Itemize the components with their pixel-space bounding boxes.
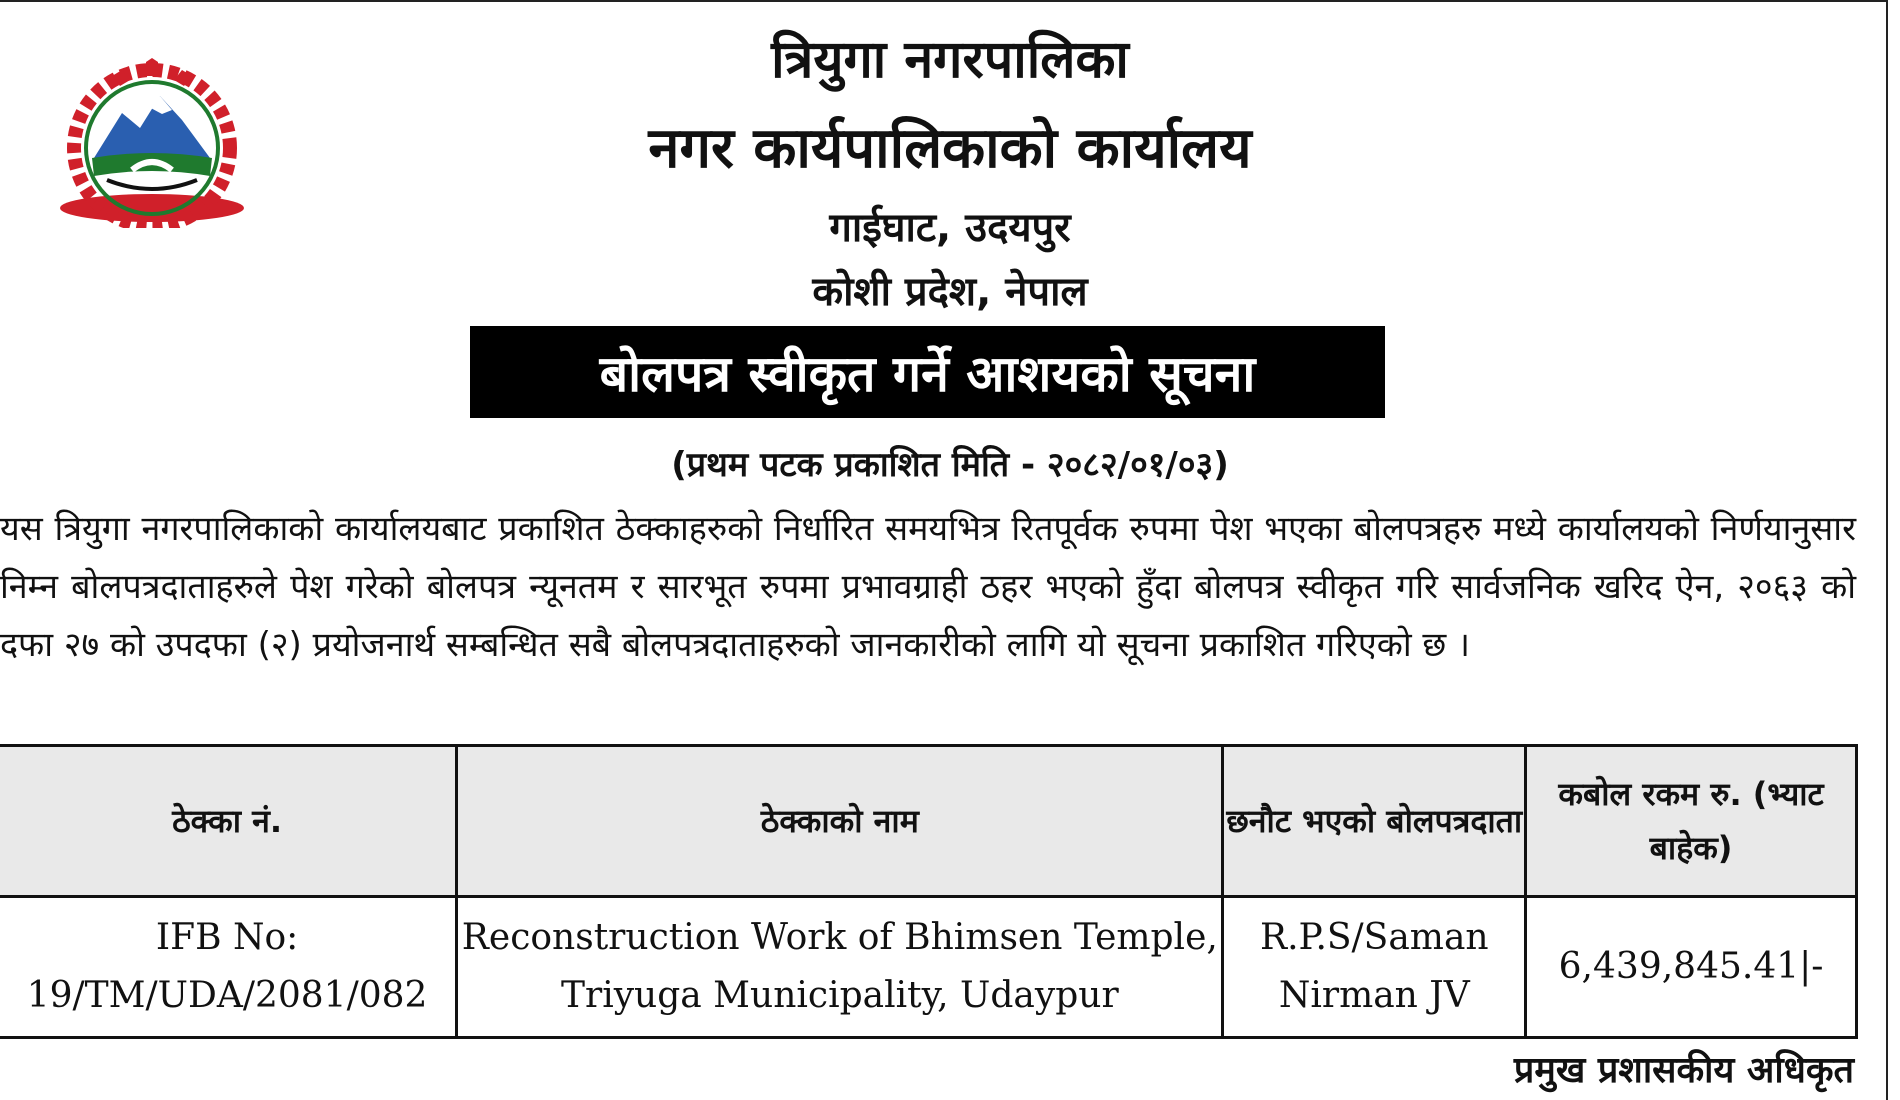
header-amount: कबोल रकम रु. (भ्याट बाहेक) bbox=[1526, 746, 1857, 897]
header-contract-name: ठेक्काको नाम bbox=[457, 746, 1223, 897]
table-row bbox=[0, 897, 1857, 1038]
award-table bbox=[0, 744, 1858, 1039]
notice-body: यस त्रियुगा नगरपालिकाको कार्यालयबाट प्रकाशित ठेक्काहरुको निर्धारित समयभित्र रितपूर्वक रुपमा पेश भएका बोलपत्रहरु मध्ये कार्यालयको निर्णयानुसार निम्न बोलपत्रदाताहरुले पेश गरेको बोलपत्र न्यूनतम र सारभूत रुपमा प्रभावग्राही ठहर भएको हुँदा बोलपत्र स्वीकृत गरि सार्वजनिक खरिद ऐन, २०६३ को दफा २७ को उपदफा (२) प्रयोजनार्थ सम्बन्धित सबै बोलपत्रदाताहरुको जानकारीको लागि यो सूचना प्रकाशित गरिएको छ । bbox=[0, 509, 1856, 665]
address-line-2: कोशी प्रदेश, नेपाल bbox=[812, 269, 1088, 315]
header-selected-bidder: छनौट भएको बोलपत्रदाता bbox=[1223, 746, 1526, 897]
cell-contract-name: Reconstruction Work of Bhimsen Temple, Triyuga Municipality, Udaypur bbox=[457, 897, 1223, 1038]
cell-selected-bidder: R.P.S/Saman Nirman JV bbox=[1223, 897, 1526, 1038]
notice-title: बोलपत्र स्वीकृत गर्ने आशयको सूचना bbox=[599, 345, 1256, 403]
address-line-1: गाईघाट, उदयपुर bbox=[829, 205, 1071, 251]
first-published-date: (प्रथम पटक प्रकाशित मिति - २०८२/०१/०३) bbox=[671, 445, 1229, 485]
cell-amount: 6,439,845.41|- bbox=[1526, 897, 1857, 1038]
signatory-title: प्रमुख प्रशासकीय अधिकृत bbox=[1513, 1050, 1854, 1091]
header-contract-no: ठेक्का नं. bbox=[0, 746, 457, 897]
municipality-name: त्रियुगा नगरपालिका bbox=[771, 30, 1129, 90]
office-name: नगर कार्यपालिकाको कार्यालय bbox=[648, 116, 1252, 181]
notice-title-banner bbox=[470, 326, 1385, 418]
cell-contract-no: IFB No: 19/TM/UDA/2081/082 bbox=[0, 897, 457, 1038]
table-header-row bbox=[0, 746, 1857, 897]
